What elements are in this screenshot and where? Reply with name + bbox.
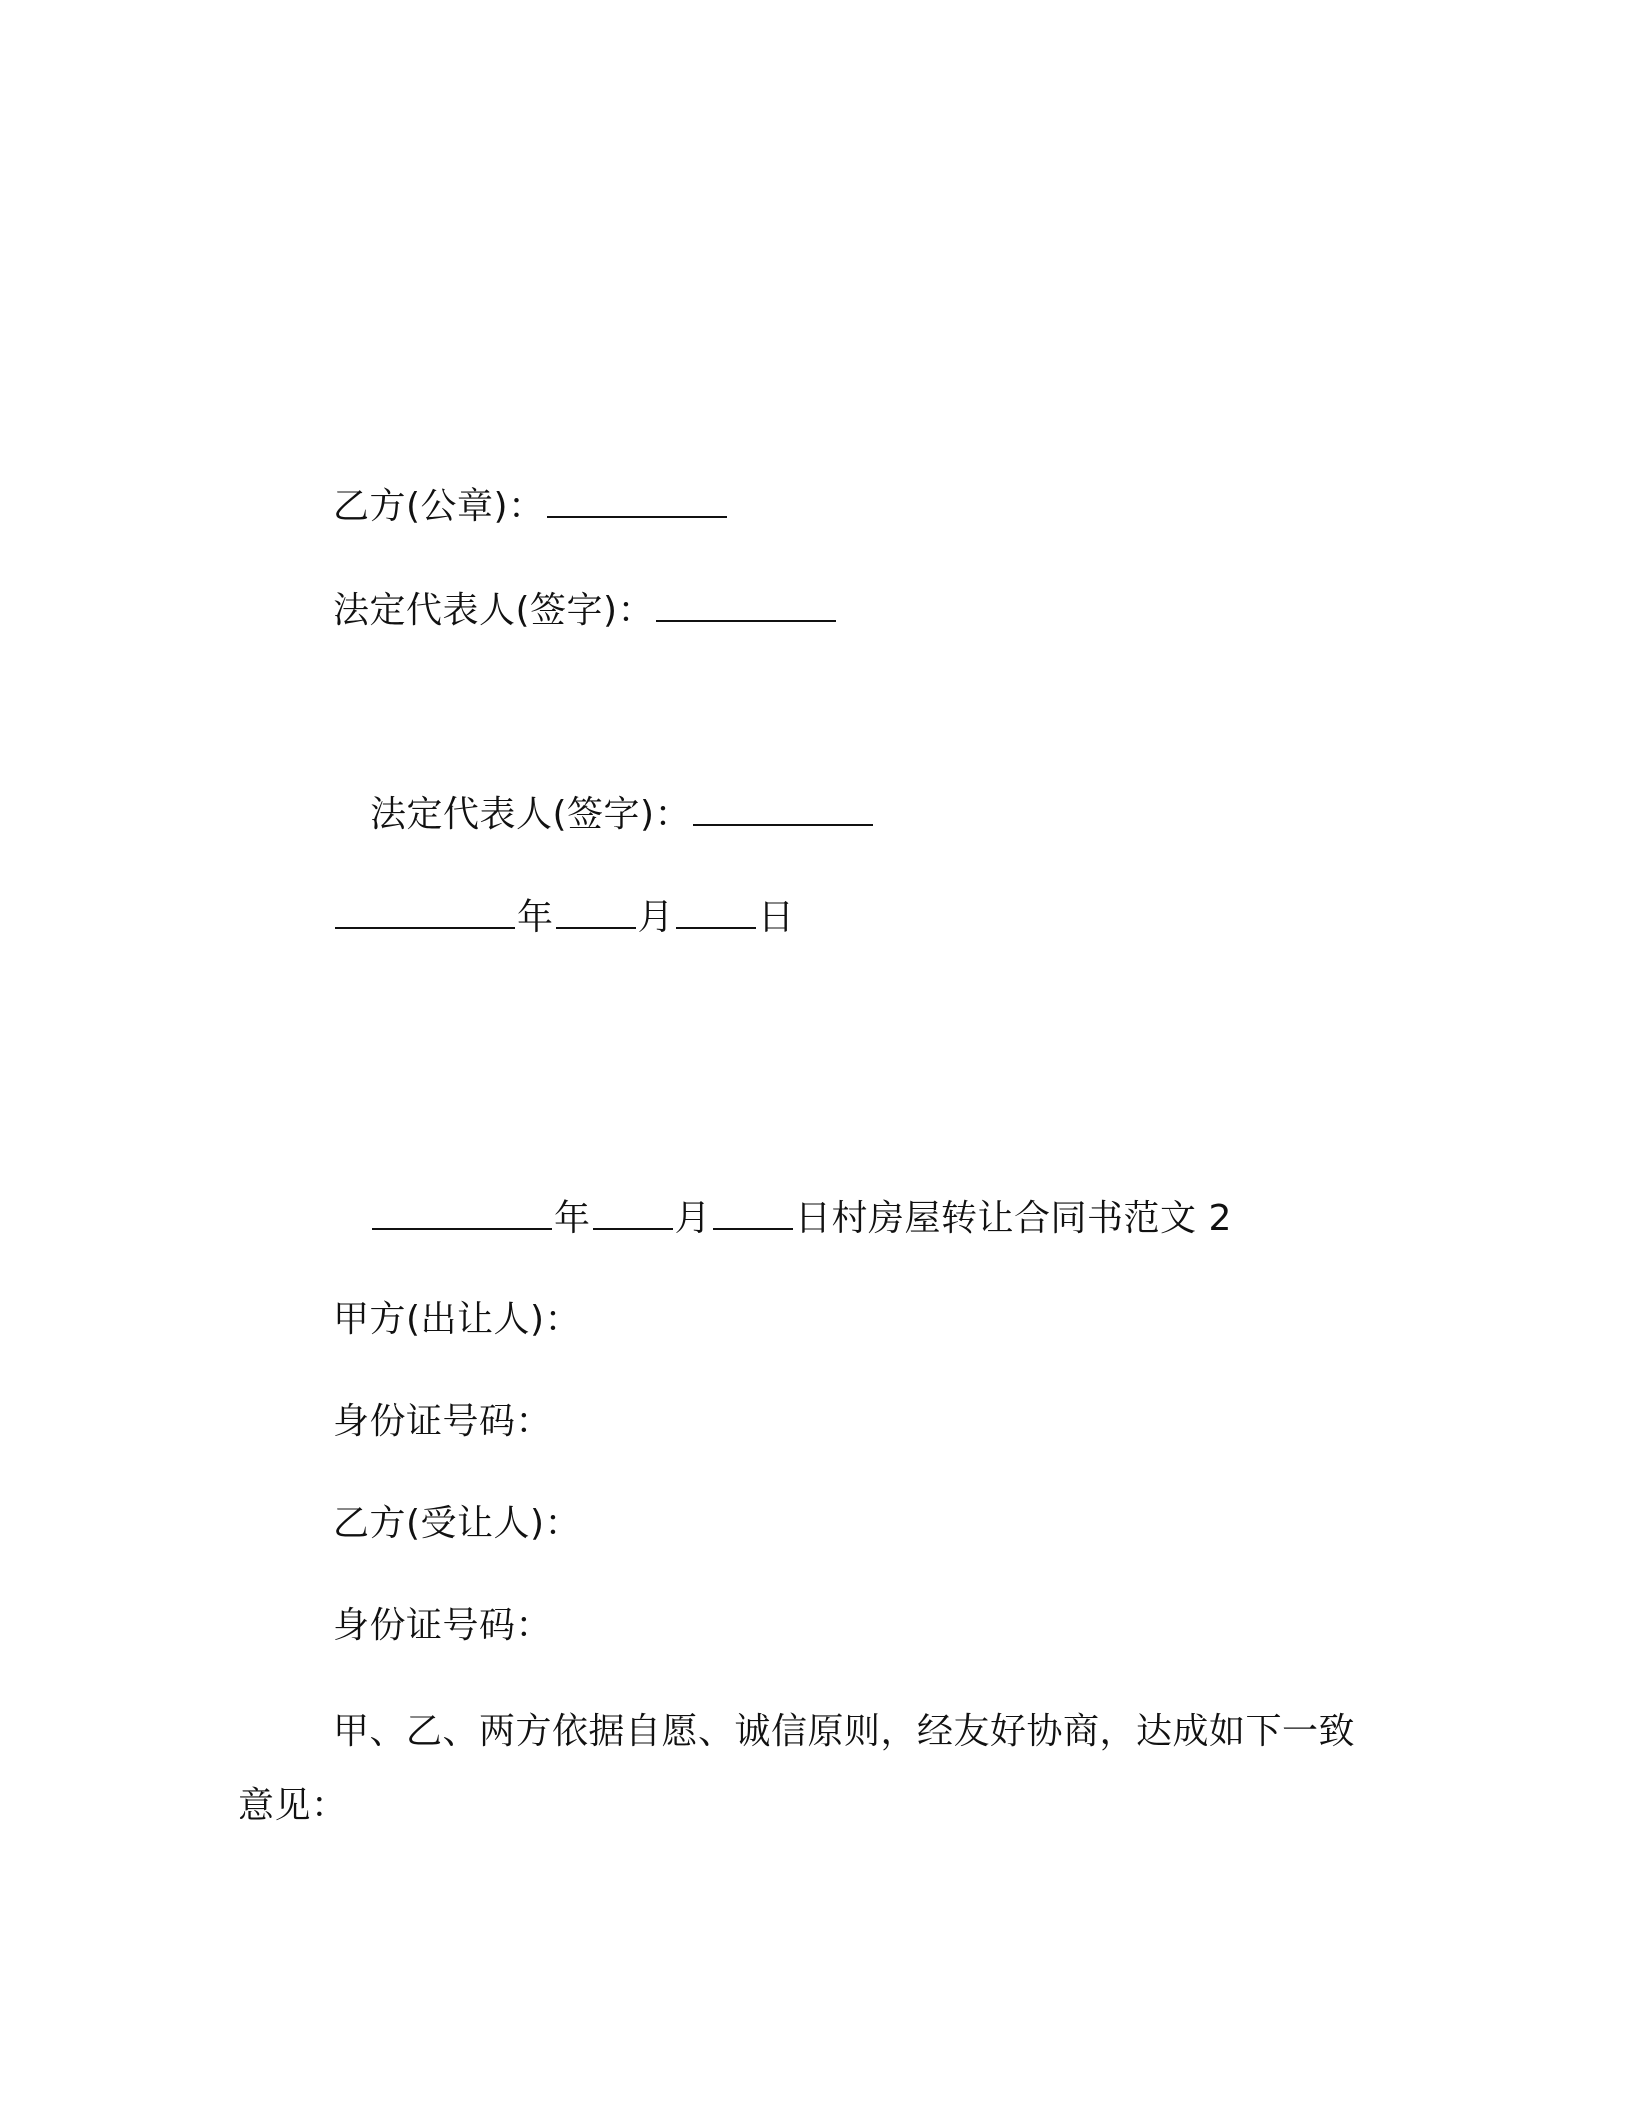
agreement-intro-line-1 — [333, 1708, 1355, 1756]
party-b-seal-blank — [547, 482, 727, 518]
legal-rep-sign-label-1: 法定代表人(签字)： — [333, 590, 655, 631]
legal-rep-sign-blank-2 — [693, 790, 873, 826]
signature-date-line — [333, 893, 795, 942]
date-month-blank — [556, 893, 636, 929]
party-a-line — [333, 1296, 581, 1344]
date-year-label: 年 — [517, 897, 554, 938]
party-a-id-label: 身份证号码： — [333, 1401, 553, 1442]
agreement-intro-text-2: 意见： — [238, 1785, 348, 1826]
date-year-blank — [335, 893, 515, 929]
party-b-id-line — [333, 1602, 552, 1650]
party-b-seal-label: 乙方(公章)： — [333, 486, 545, 527]
date-day-blank — [676, 893, 756, 929]
legal-rep-sign-line-2 — [370, 790, 875, 839]
legal-rep-sign-line-1 — [333, 586, 838, 635]
party-b-label: 乙方(受让人)： — [333, 1503, 582, 1544]
second-contract-title — [370, 1194, 1232, 1243]
title-month-blank — [593, 1194, 673, 1230]
party-b-line — [333, 1500, 581, 1548]
party-a-id-line — [333, 1398, 552, 1446]
legal-rep-sign-blank-1 — [656, 586, 836, 622]
title-suffix: 日村房屋转让合同书范文 2 — [795, 1198, 1232, 1239]
date-month-label: 月 — [637, 897, 675, 938]
legal-rep-sign-label-2: 法定代表人(签字)： — [370, 794, 692, 835]
title-year-blank — [372, 1194, 552, 1230]
party-b-seal-line — [333, 482, 729, 531]
agreement-intro-line-2 — [238, 1782, 348, 1830]
party-a-label: 甲方(出让人)： — [333, 1299, 582, 1340]
title-year-label: 年 — [554, 1198, 591, 1239]
party-b-id-label: 身份证号码： — [333, 1605, 553, 1646]
title-month-label: 月 — [674, 1198, 712, 1239]
title-day-blank — [713, 1194, 793, 1230]
agreement-intro-text-1: 甲、乙、两方依据自愿、诚信原则，经友好协商，达成如下一致 — [333, 1711, 1356, 1752]
date-day-label: 日 — [758, 897, 795, 938]
